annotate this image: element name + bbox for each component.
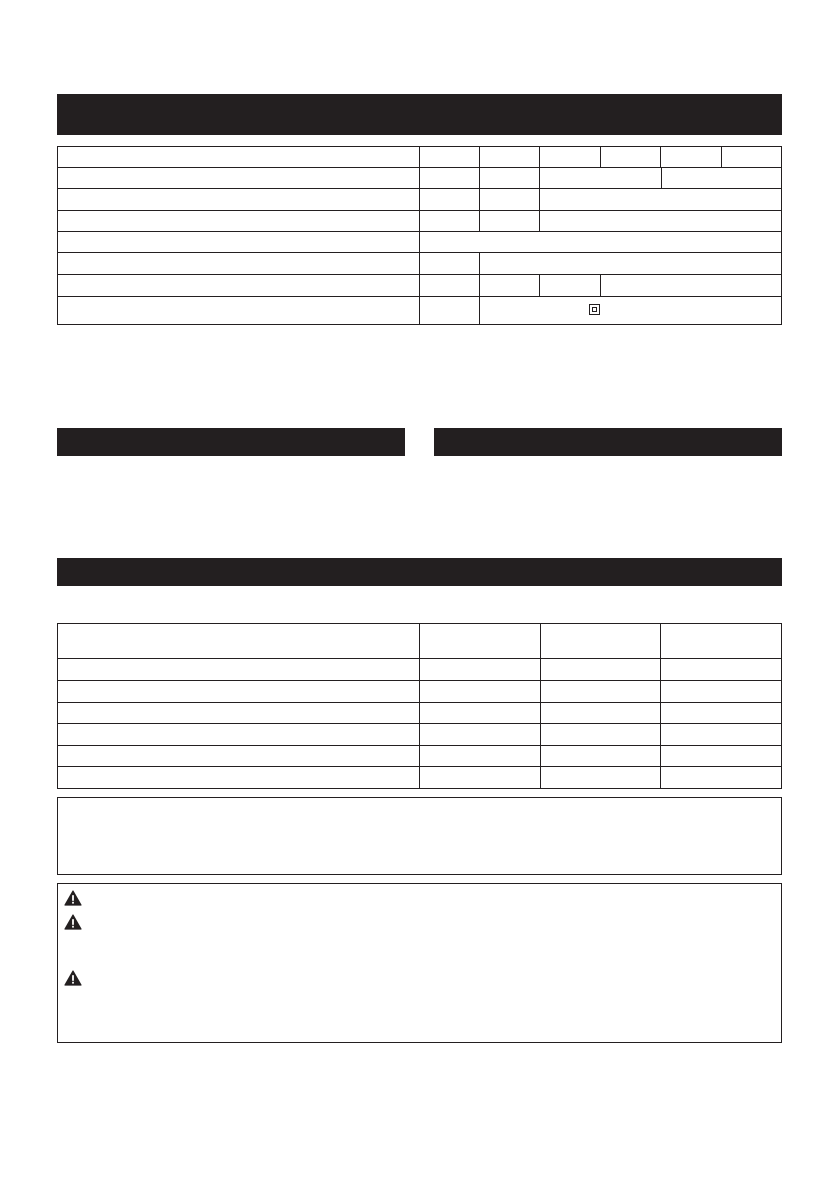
spec-row-1-col-5 (660, 146, 722, 168)
spec-row-4-col-3-6 (539, 210, 782, 232)
noise-header-col-1 (419, 623, 541, 659)
spec-row-2-col-5-6 (661, 167, 782, 189)
noise-row-2-col-3 (660, 680, 782, 703)
noise-row-3-col-3 (660, 702, 782, 724)
warning-icon (64, 890, 82, 906)
spec-row-1-col-2 (479, 146, 540, 168)
spec-row-7-label (57, 274, 420, 297)
noise-row-1-label (57, 658, 420, 681)
specifications-header-bar (57, 94, 782, 135)
left-section-header-bar (57, 428, 405, 456)
spec-row-7-col-1 (419, 274, 480, 297)
spec-row-3-col-1 (419, 188, 480, 211)
spec-row-2-col-3-4 (539, 167, 662, 189)
spec-row-8-col-1 (419, 296, 480, 325)
spec-row-5-label (57, 231, 420, 253)
spec-row-6-col-2-6 (479, 252, 782, 275)
spec-row-4-col-2 (479, 210, 540, 232)
spec-row-7-col-4-6 (600, 274, 782, 297)
spec-row-2-col-1 (419, 167, 480, 189)
noise-header-col-3 (660, 623, 782, 659)
noise-section-header-bar (57, 558, 782, 586)
noise-row-3-col-2 (540, 702, 661, 724)
spec-row-2-col-2 (479, 167, 540, 189)
spec-row-1-col-6 (721, 146, 782, 168)
noise-row-3-label (57, 702, 420, 724)
noise-row-4-col-3 (660, 723, 782, 746)
right-section-header-bar (434, 428, 782, 456)
spec-row-1-col-4 (600, 146, 661, 168)
noise-row-2-label (57, 680, 420, 703)
noise-row-1-col-1 (419, 658, 541, 681)
noise-row-4-col-2 (540, 723, 661, 746)
spec-row-2-label (57, 167, 420, 189)
spec-row-3-label (57, 188, 420, 211)
spec-row-6-label (57, 252, 420, 275)
spec-row-4-label (57, 210, 420, 232)
noise-row-5-label (57, 745, 420, 767)
spec-row-4-col-1 (419, 210, 480, 232)
noise-row-5-col-3 (660, 745, 782, 767)
spec-row-6-col-1 (419, 252, 480, 275)
noise-row-5-col-2 (540, 745, 661, 767)
warning-icon (64, 970, 82, 986)
spec-table (58, 147, 782, 326)
noise-row-2-col-2 (540, 680, 661, 703)
noise-row-6-col-2 (540, 766, 661, 789)
noise-row-6-label (57, 766, 420, 789)
noise-row-5-col-1 (419, 745, 541, 767)
noise-row-4-label (57, 723, 420, 746)
warning-box (57, 883, 782, 1043)
spec-row-8-label (57, 296, 420, 325)
spec-row-1-col-1 (419, 146, 480, 168)
noise-header-label (57, 623, 420, 659)
spec-row-7-col-3 (539, 274, 601, 297)
noise-table (58, 624, 782, 789)
spec-row-1-col-3 (539, 146, 601, 168)
noise-row-3-col-1 (419, 702, 541, 724)
spec-row-3-col-3-6 (539, 188, 782, 211)
spec-row-7-col-2 (479, 274, 540, 297)
spec-row-8-col-2-6 (479, 296, 782, 325)
noise-row-4-col-1 (419, 723, 541, 746)
noise-row-6-col-1 (419, 766, 541, 789)
noise-row-1-col-2 (540, 658, 661, 681)
spec-row-3-col-2 (479, 188, 540, 211)
warning-icon (64, 914, 82, 930)
noise-row-6-col-3 (660, 766, 782, 789)
noise-header-col-2 (540, 623, 661, 659)
double-insulation-icon (589, 304, 600, 315)
spec-row-1-label (57, 146, 420, 168)
noise-row-1-col-3 (660, 658, 782, 681)
noise-row-2-col-1 (419, 680, 541, 703)
spec-row-5-value (419, 231, 782, 253)
note-box (57, 797, 782, 875)
